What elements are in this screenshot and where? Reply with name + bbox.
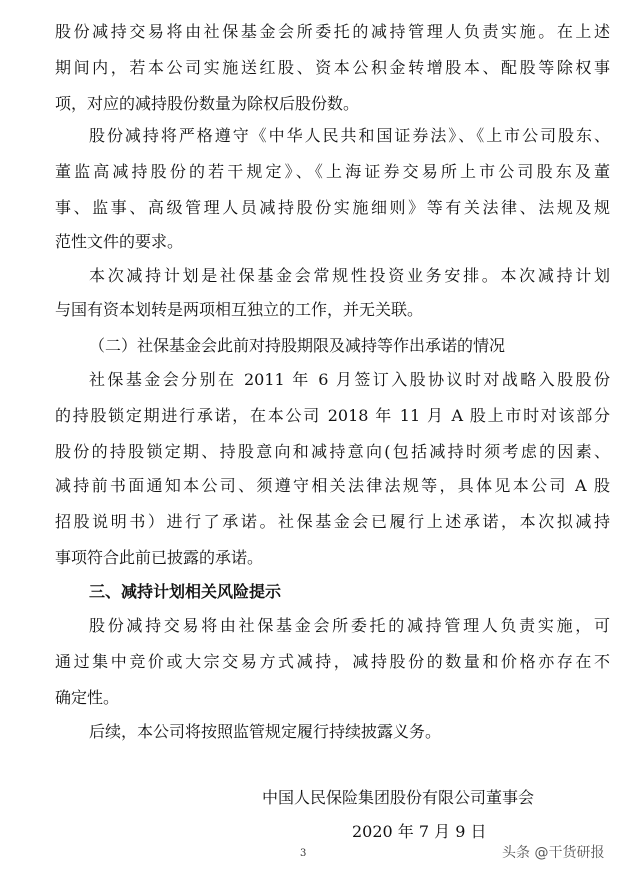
- paragraph-line: 股份减持将严格遵守《中华人民共和国证券法》、《上市公司股东、: [89, 126, 610, 145]
- section-heading: 三、减持计划相关风险提示: [89, 582, 282, 601]
- signature-company: 中国人民保险集团股份有限公司董事会: [262, 788, 535, 807]
- paragraph-line: 股份的持股锁定期、持股意向和减持意向(包括减持时须考虑的因素、: [55, 442, 610, 461]
- paragraph-line: 事项符合此前已披露的承诺。: [55, 548, 264, 567]
- paragraph-line: 事、监事、高级管理人员减持股份实施细则》等有关法律、法规及规: [55, 198, 610, 217]
- section-subheading: （二）社保基金会此前对持股期限及减持等作出承诺的情况: [89, 336, 506, 355]
- paragraph-line: 确定性。: [55, 688, 120, 707]
- paragraph-line: 本次减持计划是社保基金会常规性投资业务安排。本次减持计划: [89, 266, 610, 285]
- paragraph-line: 股份减持交易将由社保基金会所委托的减持管理人负责实施，可: [89, 616, 610, 635]
- paragraph-line: 董监高减持股份的若干规定》、《上海证券交易所上市公司股东及董: [55, 162, 610, 181]
- watermark: 头条 @干货研报: [502, 845, 605, 861]
- signature-date: 2020 年 7 月 9 日: [352, 822, 487, 841]
- paragraph-line: 与国有资本划转是两项相互独立的工作，并无关联。: [55, 300, 424, 319]
- paragraph-line: 后续，本公司将按照监管规定履行持续披露义务。: [89, 722, 442, 741]
- page-number: 3: [300, 848, 307, 859]
- paragraph-line: 项，对应的减持股份数量为除权后股份数。: [55, 94, 360, 113]
- paragraph-line: 减持前书面通知本公司、须遵守相关法律法规等，具体见本公司 A 股: [55, 476, 610, 495]
- paragraph-line: 社保基金会分别在 2011 年 6 月签订入股协议时对战略入股股份: [89, 370, 610, 389]
- paragraph-line: 期间内，若本公司实施送红股、资本公积金转增股本、配股等除权事: [55, 58, 610, 77]
- paragraph-line: 通过集中竞价或大宗交易方式减持，减持股份的数量和价格亦存在不: [55, 652, 610, 671]
- paragraph-line: 的持股锁定期进行承诺，在本公司 2018 年 11 月 A 股上市时对该部分: [55, 406, 610, 425]
- paragraph-line: 股份减持交易将由社保基金会所委托的减持管理人负责实施。在上述: [55, 22, 610, 41]
- paragraph-line: 范性文件的要求。: [55, 232, 184, 251]
- paragraph-line: 招股说明书）进行了承诺。社保基金会已履行上述承诺，本次拟减持: [55, 512, 610, 531]
